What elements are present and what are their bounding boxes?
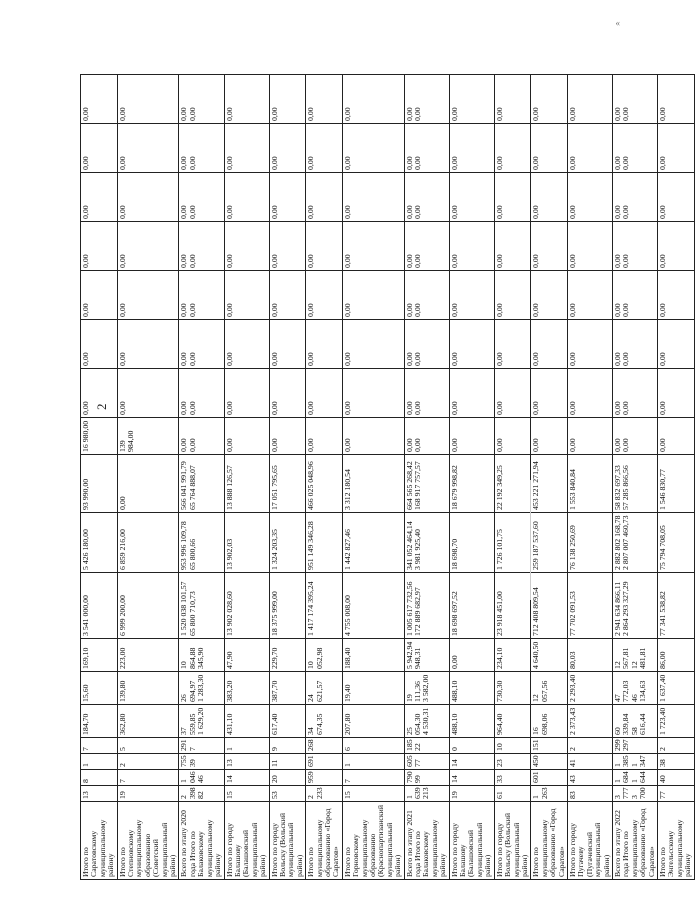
value-cell: 60 339,84 58 616,44 bbox=[612, 705, 657, 738]
value-cell: 0,00 bbox=[658, 124, 695, 173]
value-cell: 0,00 bbox=[567, 320, 612, 369]
value-cell: 0,00 0,00 bbox=[179, 369, 224, 418]
value-cell: 0,00 bbox=[224, 271, 269, 320]
table-row bbox=[269, 26, 306, 880]
value-cell: 0,00 0,00 bbox=[612, 369, 657, 418]
value-cell: 0,00 bbox=[531, 418, 568, 455]
value-cell: 0,00 bbox=[306, 418, 343, 455]
value-cell: 755 39 bbox=[179, 754, 224, 770]
value-cell: 0,00 bbox=[81, 75, 118, 124]
value-cell: 0,00 bbox=[269, 369, 306, 418]
value-cell: 13 bbox=[224, 754, 269, 770]
table-row bbox=[404, 26, 449, 880]
value-cell: 341 052 464,14 3 981 925,40 bbox=[404, 513, 449, 573]
value-cell: 41 bbox=[567, 754, 612, 770]
value-cell: 2 398 82 bbox=[179, 786, 224, 802]
value-cell: 5 bbox=[117, 738, 179, 754]
value-cell: 2 bbox=[567, 738, 612, 754]
value-cell: 0,00 bbox=[494, 369, 531, 418]
value-cell: 790 99 bbox=[404, 770, 449, 786]
value-cell: 1 bbox=[224, 738, 269, 754]
table-row bbox=[306, 26, 343, 880]
value-cell: 0,00 bbox=[269, 271, 306, 320]
row-label: Итого по Энгельсскому муниципальному району bbox=[658, 802, 695, 880]
value-cell: 0,00 0,00 bbox=[179, 173, 224, 222]
row-label: Итого по городу Балашову (Балашовский муниципальный район) bbox=[449, 802, 494, 880]
value-cell: 0,00 bbox=[306, 222, 343, 271]
value-cell: 16 698,06 bbox=[531, 705, 568, 738]
value-cell: 1 684 1 644 bbox=[612, 770, 657, 786]
value-cell: 0,00 bbox=[224, 75, 269, 124]
value-cell: 1 bbox=[342, 754, 404, 770]
value-cell: 7 bbox=[117, 770, 179, 786]
value-cell: 0,00 bbox=[494, 320, 531, 369]
value-cell: 0,00 bbox=[494, 75, 531, 124]
value-cell: 13 bbox=[81, 786, 118, 802]
value-cell: 1 385 1 347 bbox=[612, 754, 657, 770]
value-cell: 0,00 0,00 bbox=[179, 222, 224, 271]
resettlement-stage-table bbox=[80, 25, 695, 880]
value-cell: 0,00 bbox=[224, 369, 269, 418]
value-cell: 0,00 0,00 bbox=[404, 173, 449, 222]
value-cell: 0,00 0,00 bbox=[179, 75, 224, 124]
value-cell: 26 694,97 1 283,30 bbox=[179, 672, 224, 705]
value-cell: 0,00 bbox=[658, 418, 695, 455]
value-cell: 5 942,94 948,31 bbox=[404, 639, 449, 672]
value-cell: 18 679 998,82 bbox=[449, 455, 494, 513]
row-label: Итого по городу Балашову (Балашовский муниципальный район) bbox=[224, 802, 269, 880]
value-cell: 0,00 bbox=[567, 124, 612, 173]
value-cell: 268 bbox=[306, 738, 343, 754]
value-cell: 61 bbox=[494, 786, 531, 802]
scan-artifact-line bbox=[530, 480, 531, 600]
value-cell: 0,00 bbox=[342, 418, 404, 455]
value-cell: 0,00 0,00 bbox=[612, 124, 657, 173]
value-cell: 1 324 203,35 bbox=[269, 513, 306, 573]
value-cell: 0,00 0,00 bbox=[404, 369, 449, 418]
value-cell: 11 bbox=[269, 754, 306, 770]
value-cell: 24 621,57 bbox=[306, 672, 343, 705]
value-cell: 0,00 bbox=[449, 369, 494, 418]
value-cell: 1 263 bbox=[531, 786, 568, 802]
value-cell: 0,00 bbox=[531, 222, 568, 271]
value-cell: 1 637,40 bbox=[658, 672, 695, 705]
table-row bbox=[342, 26, 404, 880]
value-cell: 0,00 bbox=[81, 222, 118, 271]
value-cell: 14 bbox=[449, 770, 494, 786]
value-cell: 712 408 809,54 bbox=[531, 573, 568, 639]
value-cell: 229,70 bbox=[269, 639, 306, 672]
value-cell: 234,10 bbox=[494, 639, 531, 672]
value-cell: 1 726 101,75 bbox=[494, 513, 531, 573]
value-cell: 488,10 bbox=[449, 705, 494, 738]
value-cell: 259 187 537,60 bbox=[531, 513, 568, 573]
value-cell: 1 442 827,46 bbox=[342, 513, 404, 573]
value-cell: 33 bbox=[494, 770, 531, 786]
value-cell: 7 bbox=[342, 770, 404, 786]
value-cell: 0,00 bbox=[269, 320, 306, 369]
value-cell: 0,00 bbox=[658, 320, 695, 369]
value-cell: 691 bbox=[306, 754, 343, 770]
value-cell: 0,00 bbox=[531, 173, 568, 222]
value-cell: 0,00 bbox=[306, 124, 343, 173]
value-cell: 12 567,81 12 481,81 bbox=[612, 639, 657, 672]
value-cell: 2 293,40 bbox=[567, 672, 612, 705]
table-row bbox=[531, 26, 568, 880]
value-cell: 0,00 bbox=[531, 124, 568, 173]
value-cell: 0,00 0,00 bbox=[404, 75, 449, 124]
value-cell: 0,00 bbox=[269, 418, 306, 455]
value-cell: 0,00 0,00 bbox=[612, 418, 657, 455]
value-cell: 15,60 bbox=[81, 672, 118, 705]
value-cell: 40 bbox=[658, 770, 695, 786]
value-cell: 488,10 bbox=[449, 672, 494, 705]
row-label: Итого по городу Вольску (Вольский муниципальный район) bbox=[494, 802, 531, 880]
value-cell: 299 297 bbox=[612, 738, 657, 754]
value-cell: 2 882 802 168,78 2 807 007 460,73 bbox=[612, 513, 657, 573]
value-cell: 617,40 bbox=[269, 705, 306, 738]
value-cell: 0,00 bbox=[306, 320, 343, 369]
value-cell: 139 984,00 bbox=[117, 418, 179, 455]
value-cell: 0,00 bbox=[269, 173, 306, 222]
value-cell: 0,00 bbox=[567, 271, 612, 320]
value-cell: 0,00 bbox=[224, 320, 269, 369]
row-label: Всего по этапу 2022 года Итого по муниципальному образованию «Город Саратов» bbox=[612, 802, 657, 880]
value-cell: 19,40 bbox=[342, 672, 404, 705]
value-cell: 0,00 bbox=[306, 75, 343, 124]
value-cell: 0,00 0,00 bbox=[612, 222, 657, 271]
value-cell: 0,00 bbox=[342, 124, 404, 173]
value-cell: 450 bbox=[531, 754, 568, 770]
value-cell: 0,00 0,00 bbox=[404, 124, 449, 173]
table-row bbox=[179, 26, 224, 880]
value-cell: 0,00 bbox=[567, 418, 612, 455]
value-cell: 953 996 109,78 65 800,66 bbox=[179, 513, 224, 573]
value-cell: 20 bbox=[269, 770, 306, 786]
value-cell: 77 702 091,53 bbox=[567, 573, 612, 639]
value-cell: 0,00 bbox=[306, 369, 343, 418]
value-cell: 223,00 bbox=[117, 639, 179, 672]
table-row bbox=[117, 26, 179, 880]
value-cell: 601 bbox=[531, 770, 568, 786]
value-cell: 0,00 0,00 bbox=[404, 320, 449, 369]
value-cell: 0,00 bbox=[224, 222, 269, 271]
value-cell: 47 772,03 46 134,63 bbox=[612, 672, 657, 705]
value-cell: 0,00 bbox=[342, 320, 404, 369]
value-cell: 951 149 346,28 bbox=[306, 513, 343, 573]
value-cell: 18 698 697,52 bbox=[449, 573, 494, 639]
value-cell: 19 bbox=[117, 786, 179, 802]
value-cell: 0,00 bbox=[117, 369, 179, 418]
value-cell: 0,00 bbox=[494, 222, 531, 271]
value-cell: 387,70 bbox=[269, 672, 306, 705]
value-cell: 6 999 200,00 bbox=[117, 573, 179, 639]
table-row bbox=[224, 26, 269, 880]
value-cell: 0,00 0,00 bbox=[612, 271, 657, 320]
value-cell: 0,00 bbox=[342, 75, 404, 124]
value-cell: 6 859 216,00 bbox=[117, 513, 179, 573]
value-cell: 0,00 bbox=[567, 173, 612, 222]
value-cell: 0,00 bbox=[306, 173, 343, 222]
value-cell: 19 bbox=[449, 786, 494, 802]
value-cell: 0,00 bbox=[494, 173, 531, 222]
value-cell: 2 233 bbox=[306, 786, 343, 802]
value-cell: 0,00 bbox=[494, 418, 531, 455]
value-cell: 86,00 bbox=[658, 639, 695, 672]
value-cell: 0,00 bbox=[658, 75, 695, 124]
value-cell: 3 777 3 700 bbox=[612, 786, 657, 802]
value-cell: 23 918 451,00 bbox=[494, 573, 531, 639]
value-cell: 16 980,00 bbox=[81, 418, 118, 455]
value-cell: 605 77 bbox=[404, 754, 449, 770]
value-cell: 169,10 bbox=[81, 639, 118, 672]
value-cell: 566 041 991,79 65 764 888,07 bbox=[179, 455, 224, 513]
value-cell: 0,00 bbox=[449, 320, 494, 369]
value-cell: 19 111,36 3 582,00 bbox=[404, 672, 449, 705]
value-cell: 0,00 bbox=[531, 369, 568, 418]
value-cell: 15 bbox=[224, 786, 269, 802]
value-cell: 0,00 bbox=[117, 124, 179, 173]
row-label: Итого по муниципальному образованию «Город Саратов» bbox=[531, 802, 568, 880]
value-cell: 4 755 008,00 bbox=[342, 573, 404, 639]
value-cell: 34 674,35 bbox=[306, 705, 343, 738]
row-label: Итого по городу Пугачеву (Пугачевский муниципальный район) bbox=[567, 802, 612, 880]
table-row bbox=[567, 26, 612, 880]
value-cell: 964,40 bbox=[494, 705, 531, 738]
value-cell: 0,00 0,00 bbox=[404, 222, 449, 271]
value-cell: 431,10 bbox=[224, 705, 269, 738]
value-cell: 83 bbox=[567, 786, 612, 802]
value-cell: 188,40 bbox=[342, 639, 404, 672]
value-cell: 7 bbox=[81, 738, 118, 754]
value-cell: 2 941 634 866,11 2 864 293 327,29 bbox=[612, 573, 657, 639]
value-cell: 0,00 bbox=[449, 173, 494, 222]
value-cell: 75 794 708,05 bbox=[658, 513, 695, 573]
table-row bbox=[494, 26, 531, 880]
value-cell: 730,30 bbox=[494, 672, 531, 705]
value-cell: 0,00 bbox=[81, 320, 118, 369]
value-cell: 151 bbox=[531, 738, 568, 754]
value-cell: 0,00 0,00 bbox=[179, 271, 224, 320]
value-cell: 5 426 180,00 bbox=[81, 513, 118, 573]
value-cell: 0,00 bbox=[449, 639, 494, 672]
value-cell: 0,00 bbox=[449, 75, 494, 124]
value-cell: 0,00 bbox=[81, 271, 118, 320]
value-cell: 10 864,88 345,90 bbox=[179, 639, 224, 672]
value-cell: 1 553 840,84 bbox=[567, 455, 612, 513]
value-cell: 93 990,00 bbox=[81, 455, 118, 513]
value-cell: 23 bbox=[494, 754, 531, 770]
table-row bbox=[612, 26, 657, 880]
value-cell: 25 054,30 4 530,31 bbox=[404, 705, 449, 738]
value-cell: 0,00 bbox=[224, 173, 269, 222]
value-cell: 453 221 271,94 bbox=[531, 455, 568, 513]
value-cell: 362,80 bbox=[117, 705, 179, 738]
value-cell: 18 375 999,00 bbox=[269, 573, 306, 639]
value-cell: 0,00 0,00 bbox=[404, 418, 449, 455]
table-body bbox=[81, 26, 695, 880]
value-cell: 1 546 830,77 bbox=[658, 455, 695, 513]
value-cell: 0,00 bbox=[342, 369, 404, 418]
value-cell: 664 565 268,42 168 917 757,57 bbox=[404, 455, 449, 513]
page-number: 2 bbox=[94, 403, 109, 410]
value-cell: 0,00 bbox=[117, 222, 179, 271]
value-cell: 0,00 bbox=[269, 124, 306, 173]
value-cell: 14 bbox=[224, 770, 269, 786]
value-cell: 0,00 0,00 bbox=[612, 173, 657, 222]
value-cell: 77 bbox=[658, 786, 695, 802]
value-cell: 0,00 bbox=[531, 320, 568, 369]
value-cell: 37 559,85 1 629,20 bbox=[179, 705, 224, 738]
value-cell: 1 639 213 bbox=[404, 786, 449, 802]
value-cell: 0,00 bbox=[224, 418, 269, 455]
value-cell: 0,00 bbox=[81, 124, 118, 173]
value-cell: 0,00 bbox=[117, 173, 179, 222]
value-cell: 0,00 bbox=[117, 271, 179, 320]
value-cell: 0,00 bbox=[567, 222, 612, 271]
value-cell: 12 057,56 bbox=[531, 672, 568, 705]
value-cell: 0,00 bbox=[494, 271, 531, 320]
value-cell: 4 640,50 bbox=[531, 639, 568, 672]
value-cell: 0,00 0,00 bbox=[612, 75, 657, 124]
value-cell: 0,00 0,00 bbox=[404, 271, 449, 320]
value-cell: 10 bbox=[494, 738, 531, 754]
value-cell: 0,00 bbox=[342, 271, 404, 320]
value-cell: 2 373,43 bbox=[567, 705, 612, 738]
value-cell: 77 341 538,82 bbox=[658, 573, 695, 639]
corner-mark: « bbox=[615, 18, 620, 28]
value-cell: 1 417 174 395,24 bbox=[306, 573, 343, 639]
value-cell: 0,00 bbox=[658, 271, 695, 320]
value-cell: 13 902 028,60 bbox=[224, 573, 269, 639]
value-cell: 0,00 bbox=[306, 271, 343, 320]
value-cell: 6 bbox=[342, 738, 404, 754]
value-cell: 53 bbox=[269, 786, 306, 802]
value-cell: 959 bbox=[306, 770, 343, 786]
value-cell: 76 138 250,69 bbox=[567, 513, 612, 573]
value-cell: 0,00 bbox=[449, 222, 494, 271]
value-cell: 0,00 bbox=[342, 222, 404, 271]
value-cell: 0,00 0,00 bbox=[179, 320, 224, 369]
value-cell: 0,00 0,00 bbox=[179, 124, 224, 173]
value-cell: 1 005 617 732,56 172 889 682,97 bbox=[404, 573, 449, 639]
row-label: Всего по этапу 2020 года Итого по Балаковскому муниципальному району bbox=[179, 802, 224, 880]
row-label: Итого по городу Вольску (Вольский муниципальный район) bbox=[269, 802, 306, 880]
value-cell: 0,00 bbox=[658, 222, 695, 271]
value-cell: 43 bbox=[567, 770, 612, 786]
value-cell: 0,00 bbox=[117, 75, 179, 124]
value-cell: 80,03 bbox=[567, 639, 612, 672]
value-cell: 0,00 0,00 bbox=[179, 418, 224, 455]
value-cell: 0,00 bbox=[117, 455, 179, 513]
value-cell: 17 051 795,65 bbox=[269, 455, 306, 513]
value-cell: 13 888 126,57 bbox=[224, 455, 269, 513]
value-cell: 58 832 697,33 57 285 866,56 bbox=[612, 455, 657, 513]
value-cell: 207,80 bbox=[342, 705, 404, 738]
value-cell: 0,00 bbox=[449, 271, 494, 320]
value-cell: 291 7 bbox=[179, 738, 224, 754]
value-cell: 1 046 46 bbox=[179, 770, 224, 786]
value-cell: 14 bbox=[449, 754, 494, 770]
value-cell: 8 bbox=[81, 770, 118, 786]
value-cell: 0,00 bbox=[658, 369, 695, 418]
value-cell: 3 541 000,00 bbox=[81, 573, 118, 639]
value-cell: 0,00 bbox=[449, 124, 494, 173]
value-cell: 185 22 bbox=[404, 738, 449, 754]
value-cell: 1 bbox=[81, 754, 118, 770]
row-label: Итого по Саратовскому муниципальному району bbox=[81, 802, 118, 880]
value-cell: 383,20 bbox=[224, 672, 269, 705]
value-cell: 47,90 bbox=[224, 639, 269, 672]
value-cell: 3 312 180,54 bbox=[342, 455, 404, 513]
table-row bbox=[658, 26, 695, 880]
value-cell: 2 bbox=[117, 754, 179, 770]
value-cell: 0,00 bbox=[117, 320, 179, 369]
row-label: Итого по Горновскому муниципальному образованию (Краснопартизанский муниципальный район) bbox=[342, 802, 404, 880]
value-cell: 0,00 bbox=[658, 173, 695, 222]
value-cell: 22 192 349,25 bbox=[494, 455, 531, 513]
value-cell: 13 902,03 bbox=[224, 513, 269, 573]
value-cell: 466 025 048,96 bbox=[306, 455, 343, 513]
value-cell: 10 052,98 bbox=[306, 639, 343, 672]
value-cell: 9 bbox=[269, 738, 306, 754]
value-cell: 0,00 bbox=[269, 75, 306, 124]
value-cell: 0,00 0,00 bbox=[612, 320, 657, 369]
value-cell: 1 723,40 bbox=[658, 705, 695, 738]
table-row bbox=[81, 26, 118, 880]
value-cell: 18 698,70 bbox=[449, 513, 494, 573]
value-cell: 0,00 bbox=[567, 369, 612, 418]
value-cell: 15 bbox=[342, 786, 404, 802]
value-cell: 38 bbox=[658, 754, 695, 770]
row-label: Итого по муниципальному образованию «Город Саратов» bbox=[306, 802, 343, 880]
value-cell: 0,00 bbox=[269, 222, 306, 271]
value-cell: 0,00 bbox=[342, 173, 404, 222]
value-cell: 0,00 bbox=[81, 369, 118, 418]
row-label: Итого по Степновскому муниципальному образованию (Советский муниципальный район) bbox=[117, 802, 179, 880]
value-cell: 0,00 bbox=[567, 75, 612, 124]
value-cell: 184,70 bbox=[81, 705, 118, 738]
rotated-table-container bbox=[80, 37, 693, 880]
value-cell: 0,00 bbox=[81, 173, 118, 222]
value-cell: 139,80 bbox=[117, 672, 179, 705]
value-cell: 0,00 bbox=[494, 124, 531, 173]
value-cell: 0,00 bbox=[224, 124, 269, 173]
value-cell: 1 520 038 101,57 65 800 710,73 bbox=[179, 573, 224, 639]
row-label: Всего по этапу 2021 года Итого по Балаковскому муниципальному району bbox=[404, 802, 449, 880]
value-cell: 0,00 bbox=[531, 75, 568, 124]
value-cell: 0,00 bbox=[531, 271, 568, 320]
value-cell: 2 bbox=[658, 738, 695, 754]
table-row bbox=[449, 26, 494, 880]
value-cell: 0 bbox=[449, 738, 494, 754]
value-cell: 0,00 bbox=[449, 418, 494, 455]
